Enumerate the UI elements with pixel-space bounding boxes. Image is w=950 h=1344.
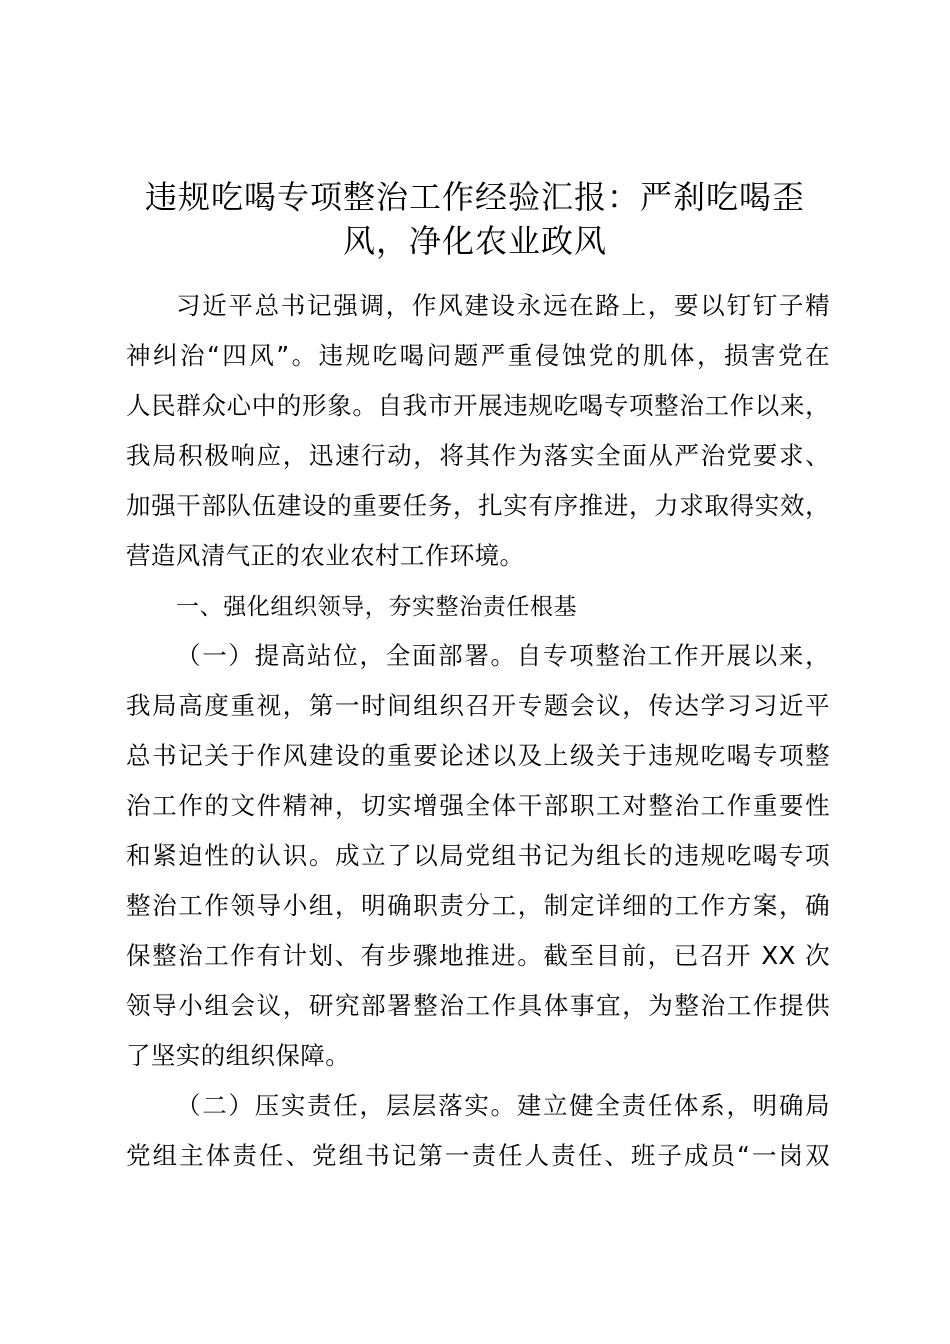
- text-line: 神纠治“四风”。违规吃喝问题严重侵蚀党的肌体，损害党在: [126, 341, 830, 370]
- text-line: 保整治工作有计划、有步骤地推进。截至目前，已召开 XX 次: [126, 941, 830, 970]
- text-line: （一）提高站位，全面部署。自专项整治工作开展以来，: [176, 641, 830, 670]
- text-line: 治工作的文件精神，切实增强全体干部职工对整治工作重要性: [126, 791, 830, 820]
- section-heading: 一、强化组织领导，夯实整治责任根基: [176, 594, 578, 620]
- text-line: 领导小组会议，研究部署整治工作具体事宜，为整治工作提供: [126, 991, 830, 1020]
- title-line-2: 风，净化农业政风: [342, 222, 607, 260]
- text-line: 总书记关于作风建设的重要论述以及上级关于违规吃喝专项整: [126, 741, 830, 770]
- text-line: 人民群众心中的形象。自我市开展违规吃喝专项整治工作以来，: [126, 391, 830, 420]
- text-line: 营造风清气正的农业农村工作环境。: [126, 541, 525, 570]
- text-line: 整治工作领导小组，明确职责分工，制定详细的工作方案，确: [126, 891, 830, 920]
- text-line: 我局高度重视，第一时间组织召开专题会议，传达学习习近平: [126, 691, 830, 720]
- document-title: [118, 175, 832, 263]
- text-line: 我局积极响应，迅速行动，将其作为落实全面从严治党要求、: [126, 441, 830, 470]
- text-line: 党组主体责任、党组书记第一责任人责任、班子成员“一岗双: [126, 1141, 830, 1170]
- text-line: 加强干部队伍建设的重要任务，扎实有序推进，力求取得实效，: [126, 491, 830, 520]
- title-line-1: 违规吃喝专项整治工作经验汇报：严刹吃喝歪: [144, 178, 805, 216]
- text-line: 和紧迫性的认识。成立了以局党组书记为组长的违规吃喝专项: [126, 841, 830, 870]
- text-line: 了坚实的组织保障。: [126, 1041, 351, 1070]
- text-line: （二）压实责任，层层落实。建立健全责任体系，明确局: [176, 1091, 830, 1120]
- text-line: 习近平总书记强调，作风建设永远在路上，要以钉钉子精: [176, 291, 830, 320]
